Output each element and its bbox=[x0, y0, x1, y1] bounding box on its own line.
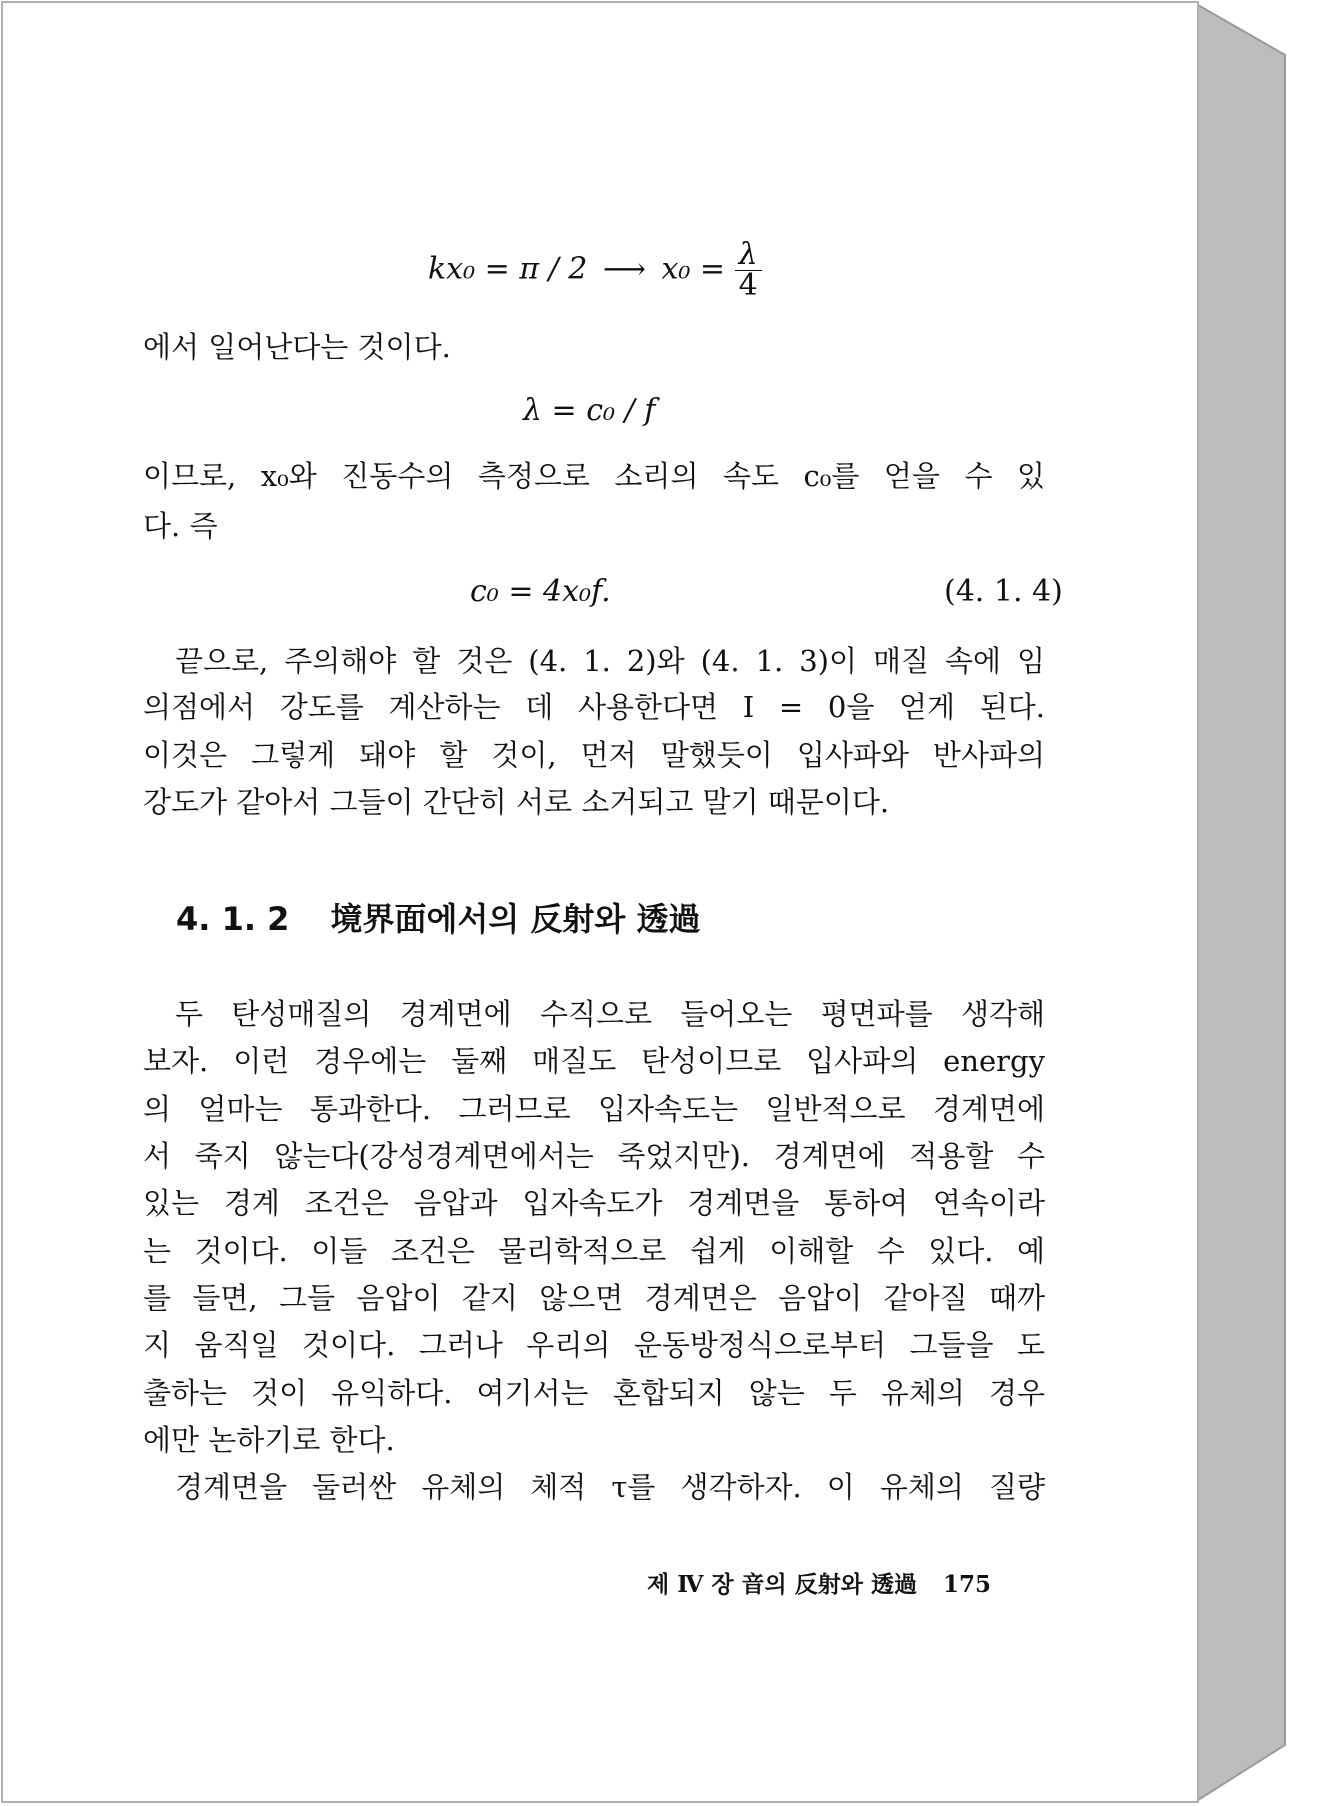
equation-number: (4. 1. 4) bbox=[944, 574, 1063, 609]
fraction-lambda-over-4 bbox=[735, 237, 762, 303]
body-line: 의 얼마는 통과한다. 그러므로 입자속도는 일반적으로 경계면에 bbox=[143, 1092, 1045, 1126]
body-line: 서 죽지 않는다(강성경계면에서는 죽었지만). 경계면에 적용할 수 bbox=[143, 1139, 1045, 1173]
fraction-denominator: 4 bbox=[738, 268, 758, 303]
equation-lhs: kx₀ = π / 2 bbox=[428, 251, 588, 287]
arrow-symbol: ⟶ bbox=[602, 251, 646, 287]
page-footer bbox=[647, 1570, 991, 1600]
body-line: 있는 경계 조건은 음압과 입자속도가 경계면을 통하여 연속이라 bbox=[143, 1186, 1045, 1220]
paragraph-line: 다. 즉 bbox=[143, 509, 218, 543]
body-line: 지 움직일 것이다. 그러나 우리의 운동방정식으로부터 그들을 도 bbox=[143, 1328, 1045, 1362]
fraction-numerator: λ bbox=[735, 240, 762, 271]
paragraph-line: 강도가 같아서 그들이 간단히 서로 소거되고 말기 때문이다. bbox=[143, 785, 890, 819]
paragraph-line: 끝으로, 주의해야 할 것은 (4. 1. 2)와 (4. 1. 3)이 매질 속에 임 bbox=[175, 644, 1045, 678]
chapter-title: 제 Ⅳ 장 音의 反射와 透過 bbox=[647, 1571, 918, 1598]
page-number: 175 bbox=[943, 1571, 992, 1598]
paragraph-line: 이것은 그렇게 돼야 할 것이, 먼저 말했듯이 입사파와 반사파의 bbox=[143, 738, 1045, 772]
body-line: 경계면을 둘러싼 유체의 체적 τ를 생각하자. 이 유체의 질량 bbox=[175, 1470, 1045, 1504]
paragraph-line: 이므로, x₀와 진동수의 측정으로 소리의 속도 c₀를 얻을 수 있 bbox=[143, 459, 1045, 493]
body-line: 를 들면, 그들 음압이 같지 않으면 경계면은 음압이 같아질 때까 bbox=[143, 1281, 1045, 1315]
equation-sound-speed: c₀ = 4x₀f. bbox=[470, 574, 611, 609]
section-number: 4. 1. 2 bbox=[176, 900, 290, 938]
equation-standing-wave-node bbox=[428, 237, 762, 303]
body-line: 두 탄성매질의 경계면에 수직으로 들어오는 평면파를 생각해 bbox=[175, 997, 1045, 1031]
section-title: 境界面에서의 反射와 透過 bbox=[330, 900, 701, 938]
body-line: 출하는 것이 유익하다. 여기서는 혼합되지 않는 두 유체의 경우 bbox=[143, 1376, 1045, 1410]
equation-x0: x₀ = bbox=[661, 251, 726, 287]
body-line: 는 것이다. 이들 조건은 물리학적으로 쉽게 이해할 수 있다. 예 bbox=[143, 1234, 1045, 1268]
body-line: 보자. 이런 경우에는 둘째 매질도 탄성이므로 입사파의 energy bbox=[143, 1044, 1045, 1078]
paragraph-line: 에서 일어난다는 것이다. bbox=[143, 330, 451, 364]
equation-wavelength: λ = c₀ / f bbox=[523, 393, 656, 428]
paragraph-line: 의점에서 강도를 계산하는 데 사용한다면 I = 0을 얻게 된다. bbox=[143, 690, 1045, 724]
body-line: 에만 논하기로 한다. bbox=[143, 1423, 395, 1457]
section-heading bbox=[176, 899, 700, 939]
